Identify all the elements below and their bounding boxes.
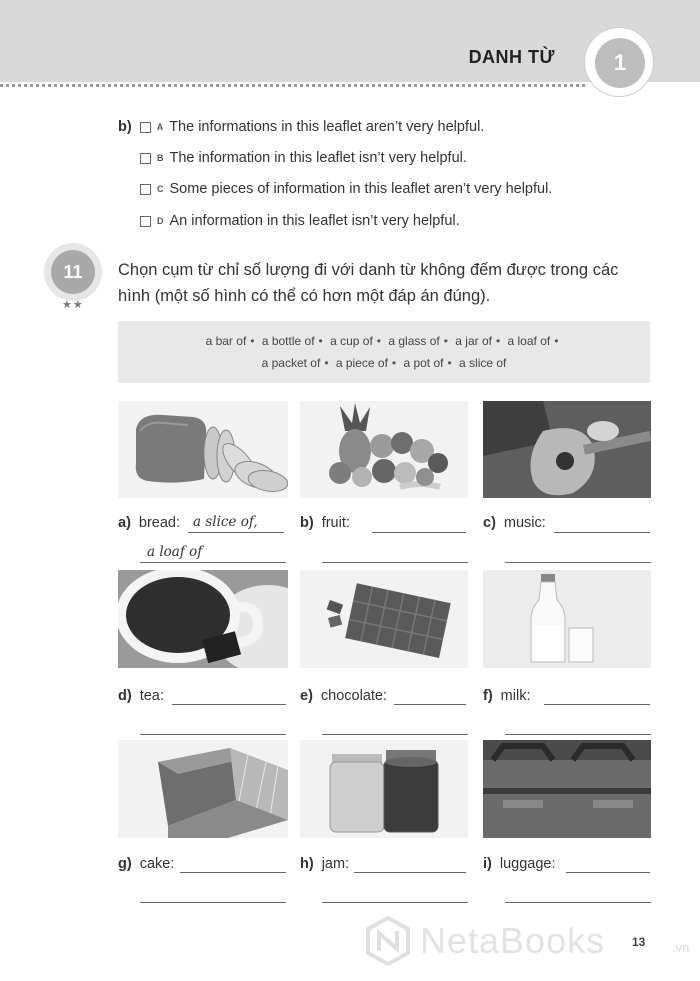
luggage-image	[483, 740, 651, 838]
word-bank-item: a bar of	[205, 334, 247, 348]
separator: •	[250, 334, 255, 348]
netabooks-logo-icon	[362, 915, 414, 967]
option-row-c	[140, 181, 552, 197]
option-key: A	[156, 122, 164, 132]
word-bank-item: a slice of	[459, 356, 507, 370]
option-row-a	[118, 119, 484, 135]
word-bank-line-1	[118, 330, 650, 352]
brand-suffix: .vn	[672, 940, 690, 955]
word-bank	[118, 321, 650, 383]
handwritten-answer: a slice of,	[193, 514, 258, 530]
item-f-label	[483, 688, 530, 704]
separator: •	[324, 356, 329, 370]
exercise-number: 11	[51, 250, 95, 294]
answer-line-e-2[interactable]	[322, 720, 468, 735]
item-word: cake:	[139, 856, 175, 872]
answer-line-b-1[interactable]	[372, 518, 466, 533]
part-letter: b)	[118, 119, 132, 135]
cake-image	[118, 740, 288, 838]
word-bank-line-2	[118, 352, 650, 374]
item-word: fruit:	[321, 515, 350, 531]
page-number: 13	[632, 935, 646, 949]
option-text: Some pieces of information in this leaflet aren’t very helpful.	[169, 181, 553, 197]
separator: •	[391, 356, 397, 370]
item-letter: d)	[118, 688, 132, 704]
item-word: music:	[503, 515, 546, 531]
item-c-label	[483, 515, 546, 531]
word-bank-item: a piece of	[335, 356, 388, 370]
word-bank-item: a jar of	[455, 334, 492, 348]
item-d-label	[118, 688, 164, 704]
item-word: bread:	[138, 515, 181, 531]
word-bank-item: a packet of	[261, 356, 321, 370]
answer-line-c-1[interactable]	[554, 518, 650, 533]
separator: •	[495, 334, 501, 348]
fruit-image	[300, 401, 468, 498]
option-key: B	[157, 153, 164, 163]
item-word: chocolate:	[320, 688, 388, 704]
answer-line-d-2[interactable]	[140, 720, 286, 735]
word-bank-item: a cup of	[330, 334, 373, 348]
option-key: C	[157, 184, 164, 194]
option-text: The informations in this leaflet aren’t very helpful.	[169, 119, 485, 135]
item-i-label	[483, 856, 556, 872]
header-divider	[0, 84, 585, 87]
item-letter: g)	[118, 856, 132, 872]
item-word: milk:	[500, 688, 531, 704]
separator: •	[554, 334, 559, 348]
brand-watermark: NetaBooks	[420, 920, 606, 961]
bread-image	[118, 401, 288, 498]
item-g-label	[118, 856, 174, 872]
option-checkbox-d[interactable]	[140, 216, 151, 227]
item-word: tea:	[139, 688, 164, 704]
word-bank-item: a glass of	[388, 334, 440, 348]
separator: •	[443, 334, 448, 348]
option-row-b	[140, 150, 467, 166]
option-key: D	[157, 216, 164, 226]
item-letter: c)	[483, 515, 496, 531]
jam-image	[300, 740, 468, 838]
item-letter: b)	[300, 515, 314, 531]
option-checkbox-a[interactable]	[140, 122, 151, 133]
answer-line-g-1[interactable]	[180, 858, 286, 873]
option-text: The information in this leaflet isn’t very helpful.	[169, 150, 467, 166]
answer-line-i-1[interactable]	[566, 858, 650, 873]
answer-line-f-2[interactable]	[505, 720, 651, 735]
separator: •	[318, 334, 323, 348]
answer-line-i-2[interactable]	[505, 888, 651, 903]
chocolate-image	[300, 570, 468, 668]
difficulty-stars: ★★	[62, 299, 84, 311]
item-letter: e)	[300, 688, 313, 704]
guitar-image	[483, 401, 651, 498]
option-checkbox-c[interactable]	[140, 184, 151, 195]
handwritten-answer: a loaf of	[147, 544, 203, 560]
item-a-label	[118, 515, 180, 531]
tea-image	[118, 570, 288, 668]
answer-line-f-1[interactable]	[544, 690, 650, 705]
word-bank-item: a pot of	[403, 356, 444, 370]
answer-line-h-2[interactable]	[322, 888, 468, 903]
item-word: jam:	[321, 856, 350, 872]
answer-line-c-2[interactable]	[505, 548, 651, 563]
milk-image	[483, 570, 651, 668]
answer-line-e-1[interactable]	[394, 690, 466, 705]
answer-line-b-2[interactable]	[322, 548, 468, 563]
answer-line-d-1[interactable]	[172, 690, 286, 705]
answer-line-g-2[interactable]	[140, 888, 286, 903]
answer-line-h-1[interactable]	[354, 858, 466, 873]
item-b-label	[300, 515, 350, 531]
item-letter: f)	[483, 688, 493, 704]
item-letter: a)	[118, 515, 131, 531]
item-h-label	[300, 856, 349, 872]
chapter-number: 1	[595, 38, 645, 88]
exercise-instruction: Chọn cụm từ chỉ số lượng đi với danh từ không đếm được trong các hình (một số hình có thể có hơn một đáp án đúng).	[118, 261, 619, 305]
item-word: luggage:	[499, 856, 556, 872]
separator: •	[447, 356, 452, 370]
item-e-label	[300, 688, 387, 704]
chapter-title: DANH TỪ	[468, 47, 555, 67]
separator: •	[376, 334, 381, 348]
item-letter: h)	[300, 856, 314, 872]
option-row-d	[140, 213, 460, 229]
item-letter: i)	[483, 856, 492, 872]
word-bank-item: a bottle of	[261, 334, 315, 348]
word-bank-item: a loaf of	[507, 334, 551, 348]
option-text: An information in this leaflet isn’t very helpful.	[169, 213, 460, 229]
option-checkbox-b[interactable]	[140, 153, 151, 164]
